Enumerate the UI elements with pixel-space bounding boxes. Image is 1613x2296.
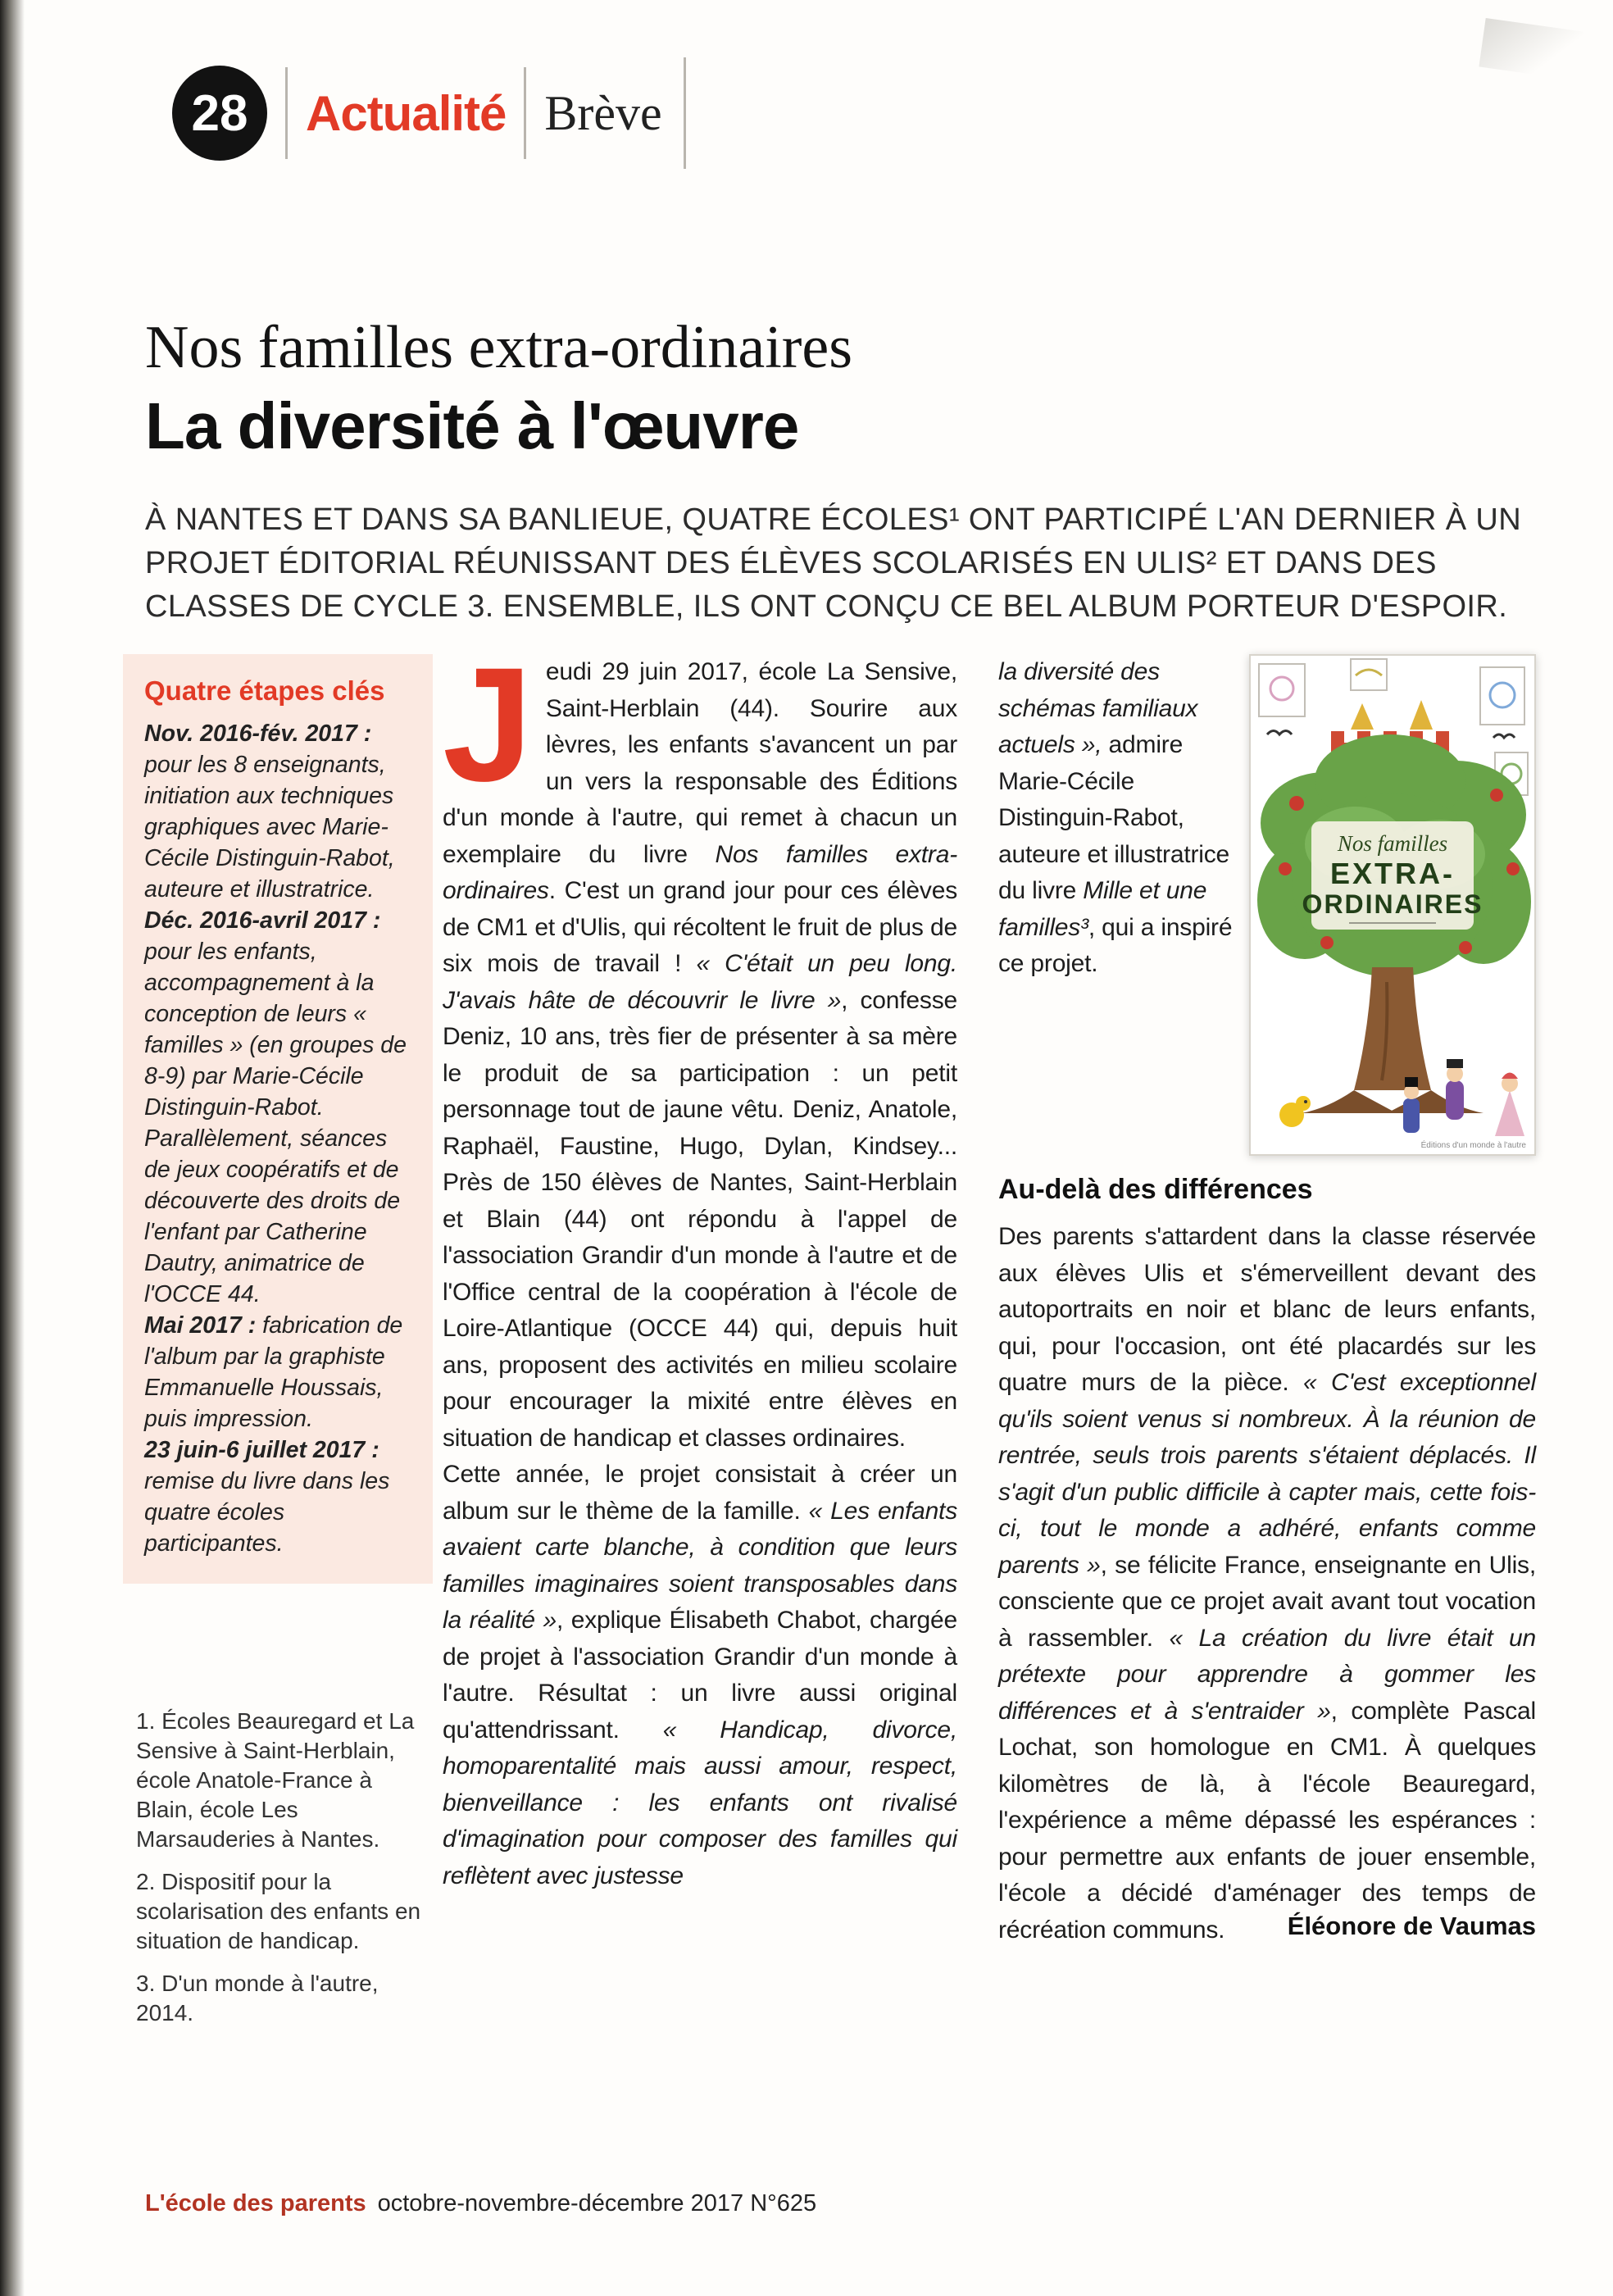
page-footer [145,2190,816,2217]
cover-publisher: Éditions d'un monde à l'autre [1420,1141,1526,1150]
cover-title-line3: ORDINAIRES [1302,889,1484,919]
article-title: La diversité à l'œuvre [145,389,799,462]
step-text: pour les 8 enseignants, initiation aux techniques graphiques avec Marie-Cécile Distinguin-Rabot, auteure et illustratrice. [144,752,395,902]
cover-title-line2: EXTRA- [1330,857,1455,890]
byline: Éléonore de Vaumas [1287,1912,1536,1940]
footnote: 2. Dispositif pour la scolarisation des enfants en situation de handicap. [136,1869,421,1953]
scan-edge [0,0,25,2296]
step-text: remise du livre dans les quatre écoles participantes. [144,1468,390,1557]
step-text: fabrication de l'album par la graphiste Emmanuelle Houssais, puis impression. [144,1312,403,1432]
sidebar-step [144,1310,413,1434]
footnote: 3. D'un monde à l'autre, 2014. [136,1971,379,2025]
right-column [998,654,1537,1944]
sidebar-box [123,654,433,1584]
page-header [172,57,704,169]
paragraph-text: eudi 29 juin 2017, école La Sensive, Saint-Herblain (44). Sourire aux lèvres, les enfants s'avancent un par un vers la responsable des Éditions d'un monde à l'autre, qui remet à chacun un exemplaire du livre Nos familles extra-ordinaires. C'est un grand jour pour ces élèves de CM1 et d'Ulis, qui récoltent le fruit de plus de six mois de travail ! « C'était un peu long. J'avais hâte de découvrir le livre », confesse Deniz, 10 ans, très fier de présenter à sa mère le produit de sa participation : un petit personnage tout de jaune vêtu. Deniz, Anatole, Raphaël, Faustine, Hugo, Dylan, Kindsey... Près de 150 élèves de Nantes, Saint-Herblain et Blain (44) ont répondu à l'appel de l'association Grandir d'un monde à l'autre et de l'Office central de la coopération à l'école de Loire-Atlantique (OCCE 44) qui, depuis huit ans, proposent des activités en milieu scolaire pour encourager la mixité entre élèves en situation de handicap et classes ordinaires. [443,658,957,1452]
header-divider [524,67,526,159]
book-cover-illustration [1249,654,1536,1156]
step-label: Déc. 2016-avril 2017 : [144,907,381,934]
drop-cap: J [443,634,533,815]
sidebar-step [144,718,413,905]
page-number-badge: 28 [172,66,267,161]
book-cover-image [1249,654,1536,1156]
footer-magazine-name: L'école des parents [145,2190,366,2216]
sidebar-step [144,1434,413,1559]
footnotes [123,1707,433,2028]
sidebar-step [144,905,413,1310]
sidebar-title: Quatre étapes clés [144,675,385,706]
step-text: pour les enfants, accompagnement à la conception de leurs « familles » (en groupes de 8-9) par Marie-Cécile Distinguin-Rabot. Parallèlement, séances de jeux coopératifs et de découverte des droits de l'enfant par Catherine Dautry, animatrice de l'OCCE 44. [144,939,407,1307]
body-paragraph: Des parents s'attardent dans la classe réservée aux élèves Ulis et s'émerveillent devant des autoportraits en noir et blanc de leurs enfants, qui, pour l'occasion, ont été placardés sur les quatre murs de la pièce. « C'est exceptionnel qu'ils soient venus si nombreux. À la réunion de rentrée, seuls trois parents s'étaient déplacés. Il s'agit d'un public difficile à capter mais, cette fois-ci, tout le monde a adhéré, enfants comme parents », se félicite France, enseignante en Ulis, consciente que ce projet avait avant tout vocation à rassembler. « La création du livre était un prétexte pour apprendre à gommer les différences et à s'entraider », complète Pascal Lochat, son homologue en CM1. À quelques kilomètres de là, à l'école Beauregard, l'expérience a même dépassé les espérances : pour permettre aux enfants de jouer ensemble, l'école a décidé d'aménager des temps de récréation communs. [998,1223,1537,1944]
footer-issue-info: octobre-novembre-décembre 2017 N°625 [377,2190,817,2216]
middle-column [443,634,957,1894]
body-paragraph: la diversité des schémas familiaux actuels », admire Marie-Cécile Distinguin-Rabot, auteure et illustratrice du livre Mille et une familles³, qui a inspiré ce projet. [998,658,1233,977]
step-label: 23 juin-6 juillet 2017 : [144,1437,379,1463]
step-label: Mai 2017 : [144,1312,257,1339]
subheading: Au-delà des différences [998,1174,1313,1205]
cover-title-line1: Nos familles [1337,831,1448,856]
section-label: Actualité [306,85,507,141]
kicker-title: Nos familles extra-ordinaires [145,314,853,381]
rubric-label: Brève [544,85,662,140]
scan-corner-fold [1479,18,1583,80]
header-divider [285,67,288,159]
body-paragraph: Cette année, le projet consistait à créer un album sur le thème de la famille. « Les enfants avaient carte blanche, à condition que leurs familles imaginaires soient transposables dans la réalité », explique Élisabeth Chabot, chargée de projet à l'association Grandir d'un monde à l'autre. Résultat : un livre aussi original qu'attendrissant. « Handicap, divorce, homoparentalité mais aussi amour, respect, bienveillance : les enfants ont rivalisé d'imagination pour composer des familles qui reflètent avec justesse [443,1461,957,1889]
step-label: Nov. 2016-fév. 2017 : [144,721,372,747]
standfirst: À NANTES ET DANS SA BANLIEUE, QUATRE ÉCOLES¹ ONT PARTICIPÉ L'AN DERNIER À UN PROJET ÉDITORIAL RÉUNISSANT DES ÉLÈVES SCOLARISÉS EN ULIS² ET DANS DES CLASSES DE CYCLE 3. ENSEMBLE, ILS ONT CONÇU CE BEL ALBUM PORTEUR D'ESPOIR. [145,502,1522,624]
header-divider [684,57,686,169]
footnote: 1. Écoles Beauregard et La Sensive à Saint-Herblain, école Anatole-France à Blain, école Les Marsauderies à Nantes. [136,1708,415,1852]
body-paragraph [443,634,957,1457]
left-column [123,654,433,2041]
